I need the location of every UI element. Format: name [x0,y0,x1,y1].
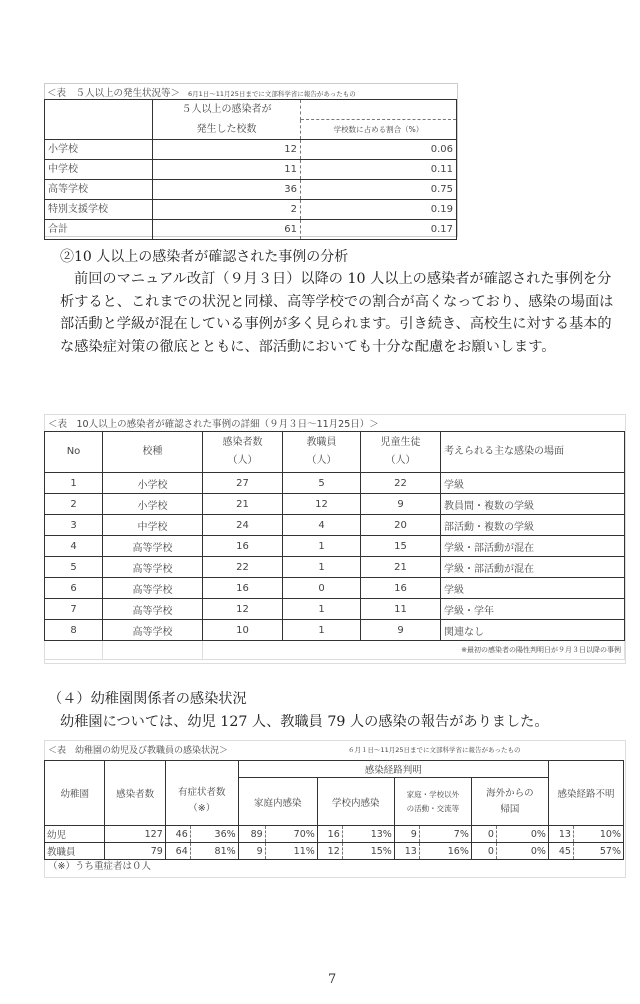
table2-header-row [45,432,625,473]
table1-caption [47,85,356,99]
cell-infected: 24 [203,515,283,536]
header-infected: 感染者数 [105,761,165,826]
table-row [45,515,625,536]
table-row [45,578,625,599]
cell-students: 21 [361,557,441,578]
table-row [45,826,624,843]
cell-school-count: 16 [317,826,342,843]
cell-symptomatic-count: 64 [165,843,190,860]
cell-infected: 10 [203,620,283,641]
cell-staff: 1 [283,557,361,578]
table1-outbreak-status [44,99,457,240]
cell-staff: 4 [283,515,361,536]
table-row [45,200,457,220]
cell-infected: 22 [203,557,283,578]
cell-home-pct: 70% [265,826,317,843]
table3-caption: ＜表 幼稚園の幼児及び教職員の感染状況＞ [48,746,229,756]
table1-header-empty [45,100,153,140]
table1-title: ＜表 ５人以上の発生状況等＞ [47,88,181,99]
cell-symptomatic-pct: 81% [190,843,238,860]
section4-body: 幼稚園については、幼児 127 人、教職員 79 人の感染の報告がありました。 [60,714,549,730]
cell-school-pct: 15% [342,843,394,860]
row-label: 特別支援学校 [45,200,153,220]
table1-header-row [45,100,457,120]
cell-staff: 1 [283,599,361,620]
header-school-type: 校種 [103,432,203,473]
cell-infected: 79 [105,843,165,860]
header-staff-label: 教職員 [306,437,337,448]
cell-staff: 1 [283,620,361,641]
header-scene: 考えられる主な感染の場面 [441,432,625,473]
cell-school-type: 高等学校 [103,620,203,641]
cell-students: 9 [361,620,441,641]
table-row [45,473,625,494]
cell-school-type: 小学校 [103,473,203,494]
table1-header-ratio: 学校数に占める割合（%） [301,120,457,140]
cell-no: 6 [45,578,103,599]
cell-infected: 16 [203,578,283,599]
row-label: 教職員 [45,843,105,860]
cell-scene: 学級 [441,578,625,599]
cell-school-type: 高等学校 [103,578,203,599]
cell-staff: 1 [283,536,361,557]
cell-unknown-count: 13 [548,826,573,843]
cell-school-count: 12 [317,843,342,860]
row-ratio: 0.75 [301,180,457,200]
header-home: 家庭内感染 [238,778,317,826]
row-label: 高等学校 [45,180,153,200]
cell-unknown-count: 45 [548,843,573,860]
header-abroad-line1: 海外からの [486,787,534,799]
cell-school-pct: 13% [342,826,394,843]
row-count: 12 [153,140,301,160]
cell-no: 3 [45,515,103,536]
header-other-line2: の活動・交流等 [406,803,460,813]
cell-no: 8 [45,620,103,641]
cell-no: 1 [45,473,103,494]
cell-scene: 学級・部活動が混在 [441,536,625,557]
cell-school-type: 高等学校 [103,536,203,557]
header-staff [283,432,361,473]
page-number: 7 [328,972,337,987]
header-infected [203,432,283,473]
cell-infected: 12 [203,599,283,620]
header-symptomatic [165,778,238,826]
row-ratio: 0.06 [301,140,457,160]
cell-home-count: 89 [238,826,265,843]
cell-abroad-pct: 0% [496,826,548,843]
cell-other-pct: 16% [419,843,471,860]
cell-infected: 21 [203,494,283,515]
table-row [45,620,625,641]
header-students [361,432,441,473]
header-infected-unit: （人） [227,455,258,466]
row-count: 61 [153,220,301,240]
table-row [45,843,624,860]
table2-caption: ＜表 10人以上の感染者が確認された事例の詳細（９月３日～11月25日）＞ [48,419,379,430]
cell-no: 2 [45,494,103,515]
cell-scene: 教員間・複数の学級 [441,494,625,515]
table2-case-details [44,431,625,660]
cell-scene: 部活動・複数の学級 [441,515,625,536]
table-row [45,494,625,515]
row-ratio: 0.17 [301,220,457,240]
footnote-blank [103,641,203,660]
cell-students: 9 [361,494,441,515]
header-symptomatic-label: 有症状者数 [177,787,226,799]
cell-infected: 27 [203,473,283,494]
cell-scene: 関連なし [441,620,625,641]
header-infected-label: 感染者数 [222,437,263,448]
cell-staff: 12 [283,494,361,515]
cell-abroad-count: 0 [471,843,496,860]
cell-abroad-count: 0 [471,826,496,843]
cell-students: 11 [361,599,441,620]
table2-footnote: ※最初の感染者の陽性判明日が９月３日以降の事例 [203,641,625,660]
table1-header-count-line2: 発生した校数 [153,120,301,140]
header-other-activities [394,778,471,826]
cell-no: 4 [45,536,103,557]
table1-header-blank [301,100,457,120]
cell-scene: 学級・部活動が混在 [441,557,625,578]
header-school: 学校内感染 [317,778,394,826]
table3-kindergarten-status [44,760,624,860]
table-row [45,160,457,180]
table-row [45,536,625,557]
table3-footnote: （※）うち重症者は０人 [48,861,151,872]
cell-school-type: 小学校 [103,494,203,515]
cell-infected: 127 [105,826,165,843]
header-abroad [471,778,548,826]
cell-school-type: 高等学校 [103,557,203,578]
header-abroad-line2: 帰国 [500,803,520,815]
section4-heading: （４）幼稚園関係者の感染状況 [48,691,247,707]
cell-students: 15 [361,536,441,557]
cell-no: 7 [45,599,103,620]
row-label: 幼児 [45,826,105,843]
cell-students: 20 [361,515,441,536]
table3-header-row1 [45,761,624,778]
table-row [45,557,625,578]
header-students-label: 児童生徒 [380,437,421,448]
cell-unknown-pct: 10% [573,826,623,843]
cell-home-pct: 11% [265,843,317,860]
section2-heading: ②10 人以上の感染者が確認された事例の分析 [60,249,349,265]
row-label: 合計 [45,220,153,240]
table2-footnote-row [45,641,625,660]
cell-other-count: 13 [394,843,419,860]
cell-abroad-pct: 0% [496,843,548,860]
header-symptomatic-blank [165,761,238,778]
header-staff-unit: （人） [306,455,337,466]
cell-school-type: 高等学校 [103,599,203,620]
cell-no: 5 [45,557,103,578]
table-row [45,180,457,200]
cell-other-count: 9 [394,826,419,843]
header-no: No [45,432,103,473]
table-row [45,599,625,620]
cell-symptomatic-pct: 36% [190,826,238,843]
row-count: 2 [153,200,301,220]
cell-scene: 学級・学年 [441,599,625,620]
row-label: 小学校 [45,140,153,160]
row-ratio: 0.11 [301,160,457,180]
row-count: 11 [153,160,301,180]
cell-home-count: 9 [238,843,265,860]
table-row-total [45,220,457,240]
table-row [45,140,457,160]
cell-infected: 16 [203,536,283,557]
header-other-line1: 家庭・学校以外 [406,789,460,799]
cell-scene: 学級 [441,473,625,494]
section2-body: 前回のマニュアル改訂（９月３日）以降の 10 人以上の感染者が確認された事例を分析すると、これまでの状況と同様、高等学校での割合が高くなっており、感染の場面は部活動と学級が混在している事例が多く見られます。引き続き、高校生に対する基本的な感染症対策の徹底とともに、部活動においても十分な配慮をお願いします。 [60,271,614,355]
table1-caption-note: 6月1日～11月25日までに文部科学省に報告があったもの [188,90,356,98]
cell-symptomatic-count: 46 [165,826,190,843]
footnote-blank [45,641,103,660]
table3-caption-note: ６月１日～11月25日までに文部科学省に報告があったもの [348,746,521,754]
header-kindergarten: 幼稚園 [45,761,105,826]
header-route-unknown: 感染経路不明 [548,761,623,826]
row-ratio: 0.19 [301,200,457,220]
table1-header-count-line1: ５人以上の感染者が [153,100,301,120]
cell-staff: 0 [283,578,361,599]
cell-students: 22 [361,473,441,494]
header-students-unit: （人） [385,455,416,466]
header-route-known: 感染経路判明 [238,761,548,778]
cell-students: 16 [361,578,441,599]
row-count: 36 [153,180,301,200]
header-symptomatic-note: （※） [188,803,216,815]
cell-school-type: 中学校 [103,515,203,536]
cell-other-pct: 7% [419,826,471,843]
row-label: 中学校 [45,160,153,180]
cell-unknown-pct: 57% [573,843,623,860]
cell-staff: 5 [283,473,361,494]
